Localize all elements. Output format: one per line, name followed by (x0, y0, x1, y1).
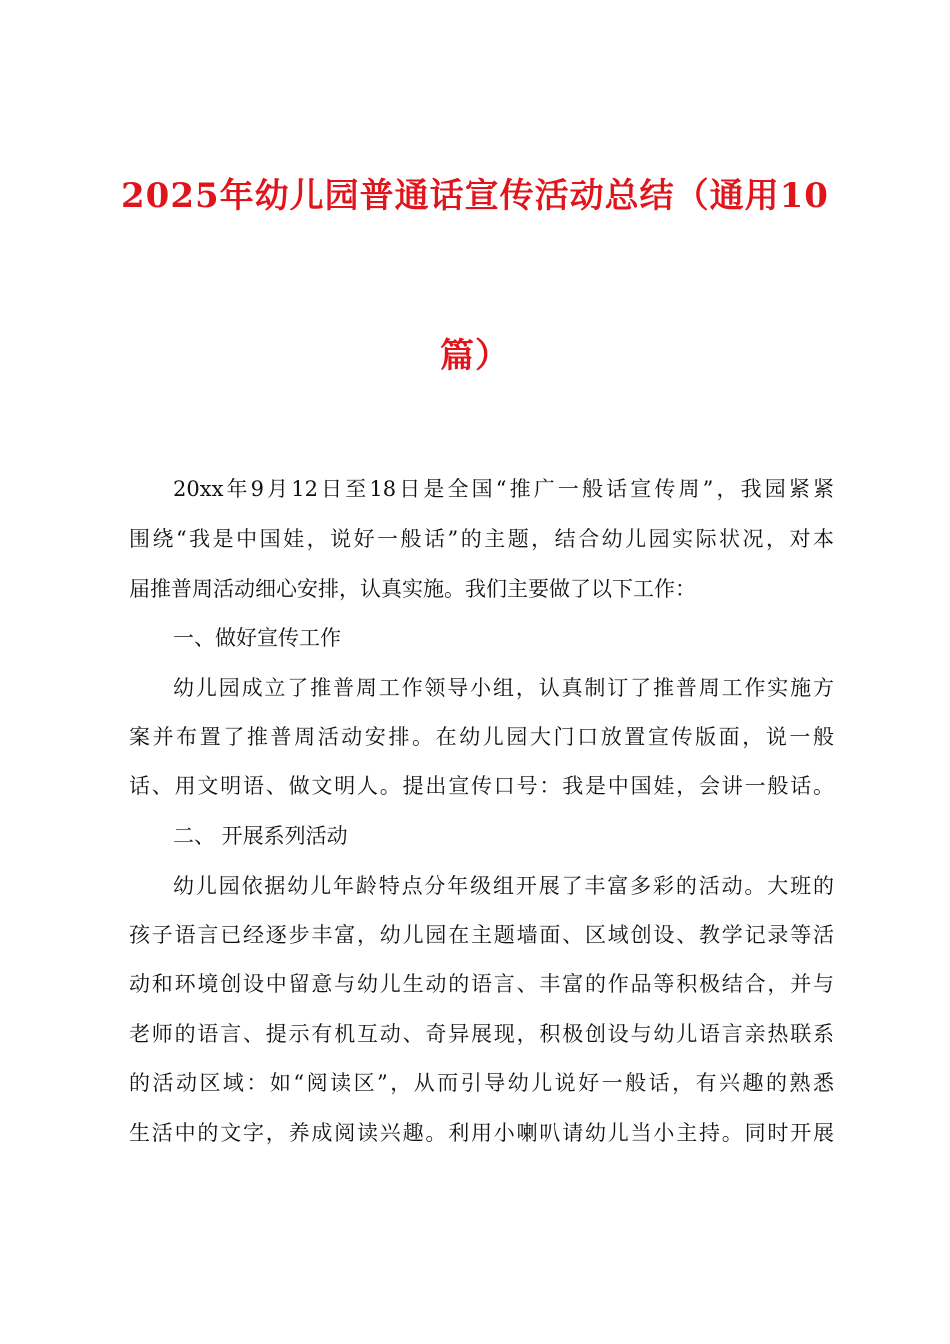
paragraph-line: 话、用文明语、做文明人。提出宣传口号：我是中国娃，会讲一般话。 (129, 774, 834, 798)
paragraph-line: 的活动区域：如“阅读区”，从而引导幼儿说好一般话，有兴趣的熟悉 (129, 1071, 834, 1095)
paragraph-line: 围绕“我是中国娃，说好一般话”的主题，结合幼儿园实际状况，对本 (129, 527, 834, 551)
paragraph-line: 案并布置了推普周活动安排。在幼儿园大门口放置宣传版面，说一般 (129, 725, 834, 749)
paragraph-line: 幼儿园依据幼儿年龄特点分年级组开展了丰富多彩的活动。大班的 (173, 874, 834, 898)
section-heading: 一、做好宣传工作 (173, 626, 341, 650)
section-heading: 二、 开展系列活动 (173, 824, 348, 848)
paragraph-line: 孩子语言已经逐步丰富，幼儿园在主题墙面、区域创设、教学记录等活 (129, 923, 834, 947)
paragraph-line: 动和环境创设中留意与幼儿生动的语言、丰富的作品等积极结合，并与 (129, 972, 834, 996)
paragraph-line: 老师的语言、提示有机互动、奇异展现，积极创设与幼儿语言亲热联系 (129, 1022, 834, 1046)
document-title-line-2: 篇） (440, 336, 510, 376)
paragraph-line: 生活中的文字，养成阅读兴趣。利用小喇叭请幼儿当小主持。同时开展 (129, 1121, 834, 1145)
document-title-line-1: 2025年幼儿园普通话宣传活动总结（通用10 (121, 176, 829, 216)
paragraph-line: 20xx年9月12日至18日是全国“推广一般话宣传周”，我园紧紧 (173, 477, 834, 501)
paragraph-line: 幼儿园成立了推普周工作领导小组，认真制订了推普周工作实施方 (173, 676, 834, 700)
paragraph-line: 届推普周活动细心安排，认真实施。我们主要做了以下工作： (129, 577, 696, 601)
